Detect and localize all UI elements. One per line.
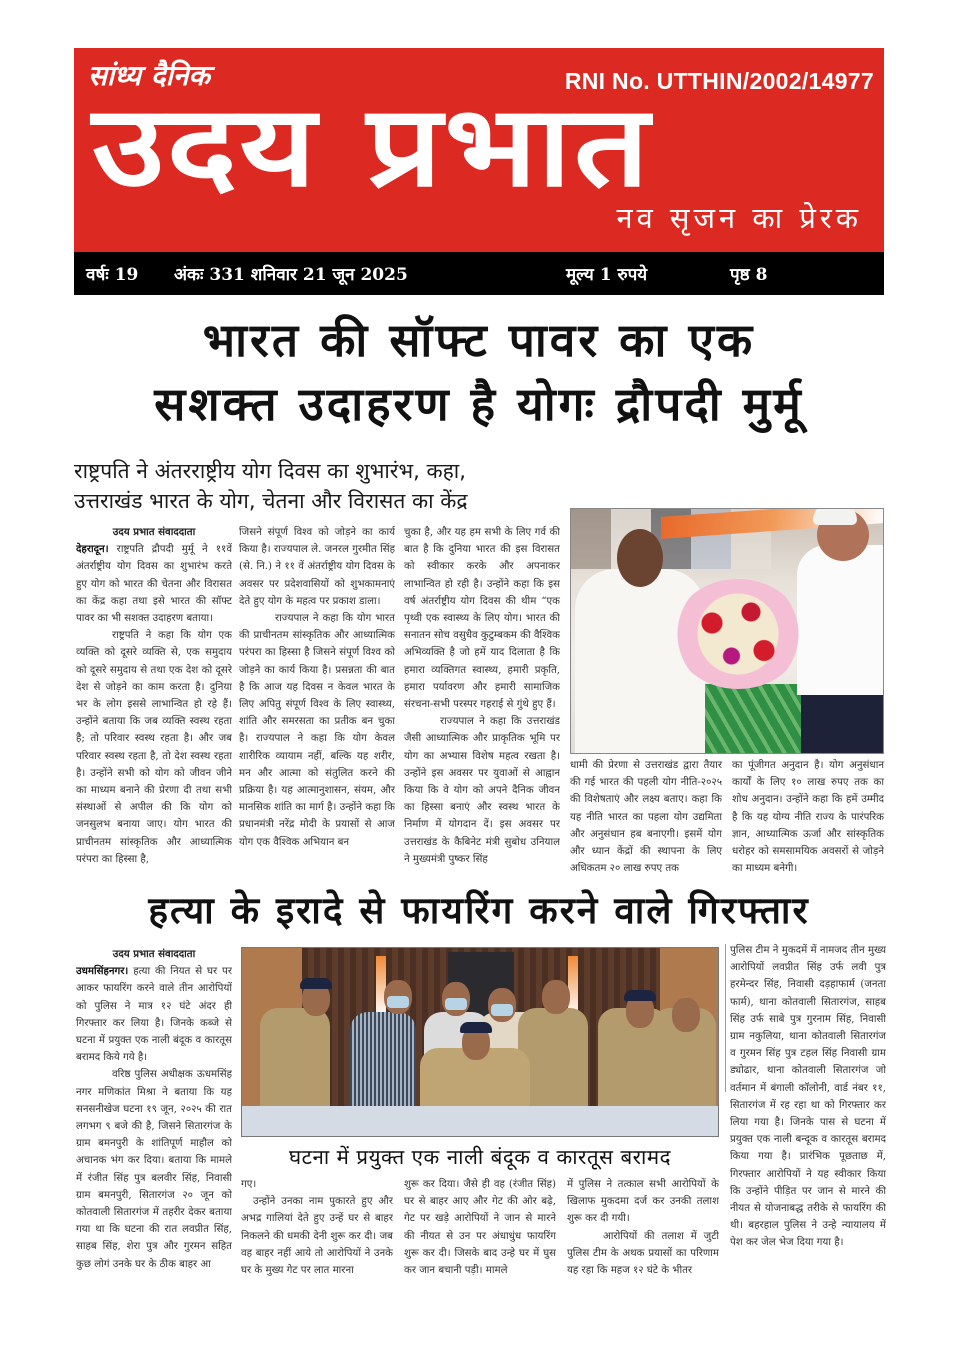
photo-flag-right	[568, 956, 578, 1016]
volume-year: वर्षः 19	[86, 265, 139, 285]
masthead-slogan: नव सृजन का प्रेरक	[616, 201, 862, 235]
story2-headline: हत्या के इरादे से फायरिंग करने वाले गिरफ्तार	[148, 889, 810, 932]
masthead	[74, 48, 884, 252]
issue-date: अंकः 331 शनिवार 21 जून 2025	[174, 265, 408, 285]
story2-column-4	[567, 1176, 719, 1280]
story1-column-5: का पूंजीगत अनुदान है। योग अनुसंधान कार्यों के लिए १० लाख रुपए तक का शोध अनुदान। उन्होंने कहा कि हमें उम्मीद है कि यह योग्य नीति राज्य के पारंपरिक ज्ञान, आध्यात्मिक ऊर्जा और सांस्कृतिक धरोहर को समसामयिक अवसरों से जोड़ने का माध्यम बनेगी।	[732, 760, 884, 875]
photo-flag-left	[376, 956, 386, 1016]
police-press-conference-photo	[241, 947, 719, 1137]
photo-trousers	[801, 695, 884, 754]
story1-column-1	[76, 524, 232, 876]
newspaper-title: उदय प्रभात	[92, 82, 652, 212]
story1-subhead	[74, 456, 566, 516]
story1-headline-line1: भारत की सॉफ्ट पावर का एक	[202, 313, 756, 367]
photo-bouquet	[673, 579, 803, 689]
story1-headline-line2: सशक्त उदाहरण है योगः द्रौपदी मुर्मू	[154, 377, 804, 431]
story1-byline: उदय प्रभात संवाददाता	[112, 526, 196, 538]
story1-subhead-line2: उत्तराखंड भारत के योग, चेतना और विरासत का केंद्र	[74, 489, 468, 513]
story2-column-1	[76, 946, 232, 1276]
photo-officer-1-cap	[300, 978, 332, 989]
rni-number: RNI No. UTTHIN/2002/14977	[564, 68, 874, 94]
photo-accused-3-mask	[491, 1004, 513, 1016]
story2-photo-caption: घटना में प्रयुक्त एक नाली बंदूक व कारतूस बरामद	[289, 1145, 671, 1169]
page-number: पृष्ठ 8	[730, 265, 768, 285]
photo-officer-2-head	[542, 980, 570, 1014]
story1-col3-para1: चुका है, और यह हम सभी के लिए गर्व की बात है कि दुनिया भारत की इस विरासत को स्वीकार करके और अपनाकर लाभान्वित हो रही है। उन्होंने कहा कि इस वर्ष अंतर्राष्ट्रीय योग दिवस की थीम “एक पृथ्वी एक स्वास्थ्य के लिए योग। भारत की सनातन सोच वसुधैव कुटुम्बकम की वैश्विक अभिव्यक्ति है जो हमें याद दिलाता है कि हमारा व्यक्तिगत स्वास्थ्य, हमारी प्रकृति, हमारा पर्यावरण और हमारी सामाजिक संरचना-सभी परस्पर गहराई से गुंथे हुए हैं।	[404, 527, 560, 711]
story1-col1-para1: राष्ट्रपति द्रौपदी मुर्मू ने ११वें अंतर्राष्ट्रीय योग दिवस का शुभारंभ करते हुए योग को भारत की चेतना और विरासत का केंद्र कहा तथा इसे भारत की सॉफ्ट पावर का भी सशक्त उदाहरण बताया।	[76, 544, 232, 625]
story1-subhead-line1: राष्ट्रपति ने अंतरराष्ट्रीय योग दिवस का शुभारंभ, कहा,	[74, 459, 466, 483]
story2-col1-para2: वरिष्ठ पुलिस अधीक्षक ऊधमसिंह नगर मणिकांत मिश्रा ने बताया कि यह सनसनीखेज घटना १९ जून, २०२५ की रात लगभग ९ बजे की है, जिसने सितारगंज के ग्राम बमनपुरी के शांतिपूर्ण माहौल को अचानक भंग कर दिया। बताया कि मामले में रंजीत सिंह पुत्र बलवीर सिंह, निवासी ग्राम बमनपुरी, सितारगंज २० जून को कोतवाली सितारगंज में तहरीर देकर बताया गया था कि घटना की रात लवप्रीत सिंह, साहब सिंह, शेरा पुत्र और गुरमन सहित कुछ लोगं उनके घर के ठीक बाहर आ	[76, 1069, 232, 1270]
story1-col1-para2: राष्ट्रपति ने कहा कि योग एक व्यक्ति को दूसरे व्यक्ति से, एक समुदाय को दूसरे समुदाय से तथा एक देश को दूसरे देश से जोड़ने का काम करता है। दुनिया भर के लोग इससे लाभान्वित हो रहे हैं। उन्होंने बताया कि जब व्यक्ति स्वस्थ रहता है; तो परिवार स्वस्थ रहता है। और जब परिवार स्वस्थ रहता है, तो देश स्वस्थ रहता है। उन्होंने सभी को योग को जीवन जीने का माध्यम बनाने की प्रेरणा दी तथा सभी संस्थाओं से अपील की कि योग को जनसुलभ बनाया जाए। योग भारत की प्राचीनतम सांस्कृतिक और आध्यात्मिक परंपरा का हिस्सा है,	[76, 630, 232, 865]
story2-byline: उदय प्रभात संवाददाता	[112, 948, 196, 960]
story1-col3-para2: राज्यपाल ने कहा कि उत्तराखंड जैसी आध्यात्मिक और प्राकृतिक भूमि पर योग का अभ्यास विशेष महत्व रखता है। उन्होंने इस अवसर पर युवाओं से आह्वान किया कि वे योग को अपने दैनिक जीवन का हिस्सा बनाएं और स्वस्थ भारत के निर्माण में योगदान दें। इस अवसर पर उत्तराखंड के कैबिनेट मंत्री सुबोध उनियाल ने मुख्यमंत्री पुष्कर सिंह	[404, 716, 560, 865]
story1-column-2	[239, 524, 395, 876]
story1-column-3	[404, 524, 560, 876]
photo-person-governor	[797, 545, 884, 695]
photo-person-president-head	[617, 529, 663, 587]
story2-col5-para1: पुलिस टीम ने मुकदमें में नामजद तीन मुख्य आरोपियों लवप्रीत सिंह उर्फ लवी पुत्र हरमेन्दर सिंह, निवासी दड़हाफार्म (जनता फार्म), थाना कोतवाली सितारगंज, साहब सिंह उर्फ साबे पुत्र गुरनाम सिंह, निवासी ग्राम नकुलिया, थाना कोतवाली सितारगंज व गुरमन सिंह पुत्र टहल सिंह निवासी ग्राम ड्योढार, थाना कोतवाली सितारगंज जो वर्तमान में बंगाली कॉलोनी, वार्ड नंबर ११, सितारगंज में रह रहा था को गिरफ्तार कर लिया गया है। जिनके पास से घटना में प्रयुक्त एक नाली बन्दूक व कारतूस बरामद किया गया है। प्रारंभिक पूछताछ में, गिरफ्तार आरोपियों ने यह स्वीकार किया कि उन्होंने पीड़ित पर जान से मारने की नीयत से योजनाबद्ध तरीके से फायरिंग की थी। बहरहाल पुलिस ने उन्हे न्यायालय में पेश कर जेल भेज दिया गया है।	[730, 945, 886, 1249]
story2-col1-para1: हत्या की नियत से घर पर आकर फायरिंग करने वाले तीन आरोपियों को पुलिस ने मात्र १२ घंटे अंदर ही गिरफ्तार कर लिया है। जिनके कब्जे से घटना में प्रयुक्त एक नाली बंदूक व कारतूस बरामद किये गये है।	[76, 966, 232, 1064]
masthead-tagline-top: सांध्य दैनिक	[88, 59, 210, 92]
photo-accused-1-mask	[387, 996, 409, 1008]
photo-officer-1	[260, 1008, 330, 1118]
story2-col2-para2: उन्होंने उनका नाम पुकारते हुए और अभद्र गालियां देते हुए उन्हें घर से बाहर निकलने की धमकी देनी शुरू कर दी। जब वह बाहर नहीं आये तो आरोपियों ने उनके घर के मुख्य गेट पर लात मारना	[241, 1196, 393, 1277]
photo-turban	[813, 508, 857, 525]
story2-col4-para1: में पुलिस ने तत्काल सभी आरोपियों के खिलाफ मुकदमा दर्ज कर उनकी तलाश शुरू कर दी गयी।	[567, 1179, 719, 1225]
story2-dateline: उधमसिंहनगर।	[76, 965, 129, 978]
story1-col2-para1: जिसने संपूर्ण विश्व को जोड़ने का कार्य किया है। राज्यपाल ले. जनरल गुरमीत सिंह (से. नि.) ने ११ वें अंतर्राष्ट्रीय योग दिवस के अवसर पर प्रदेशवासियों को शुभकामनाएं देते हुए योग के महत्व पर प्रकाश डाला।	[239, 527, 395, 607]
issue-info-bar	[74, 252, 884, 295]
photo-accused-1	[350, 1012, 416, 1112]
photo-desk	[242, 1106, 719, 1137]
column-divider	[725, 944, 726, 1092]
photo-ground	[691, 684, 801, 754]
photo-seated-officer-cap	[460, 1022, 492, 1033]
story2-column-2	[241, 1176, 393, 1280]
photo-accused-2-mask	[445, 998, 467, 1010]
photo-officer-3-cap	[624, 990, 656, 1001]
story1-col2-para2: राज्यपाल ने कहा कि योग भारत की प्राचीनतम सांस्कृतिक और आध्यात्मिक परंपरा का हिस्सा है जिसने संपूर्ण विश्व को जोड़ने का कार्य किया है। प्रसन्नता की बात है कि आज यह दिवस न केवल भारत के लिए अपितु संपूर्ण विश्व के लिए स्वास्थ्य, शांति और समरसता का प्रतीक बन चुका है। राज्यपाल ने कहा कि योग केवल शारीरिक व्यायाम नहीं, बल्कि यह शरीर, मन और आत्मा को संतुलित करने की प्रक्रिया है। यह आत्मानुशासन, संयम, और मानसिक शांति का मार्ग है। उन्होंने कहा कि प्रधानमंत्री नरेंद्र मोदी के प्रयासों से आज योग एक वैश्विक अभियान बन	[239, 613, 395, 848]
story2-column-3	[404, 1176, 556, 1280]
story2-col2-para1: गए।	[241, 1179, 257, 1190]
story2-column-5	[730, 942, 886, 1272]
photo-officer-4-head	[672, 998, 700, 1032]
story2-col3-para1: शुरू कर दिया। जैसे ही वह (रंजीत सिंह) घर से बाहर आए और गेट की ओर बढ़े, गेट पर खड़े आरोपियों ने जान से मारने की नीयत से उन पर अंधाधुंध फायरिंग शुरू कर दी। जिसके बाद उन्हे घर में घुस कर जान बचानी पड़ी। मामले	[404, 1179, 556, 1277]
price: मूल्य 1 रुपये	[566, 265, 648, 285]
story2-col4-para2: आरोपियों की तलाश में जुटी पुलिस टीम के अथक प्रयासों का परिणाम यह रहा कि महज १२ घंटे के भीतर	[567, 1230, 719, 1277]
story1-column-4: धामी की प्रेरणा से उत्तराखंड द्वारा तैयार की गई भारत की पहली योग नीति-२०२५ की विशेषताएं और लक्ष्य बताए। कहा कि यह नीति भारत का पहला योग उद्यमिता और अनुसंधान हब बनाएगी। इसमें योग और ध्यान केंद्रों की स्थापना के लिए अधिकतम २० लाख रुपए तक	[570, 760, 722, 875]
president-yoga-day-photo	[570, 508, 884, 754]
story1-dateline: देहरादून।	[76, 543, 109, 556]
